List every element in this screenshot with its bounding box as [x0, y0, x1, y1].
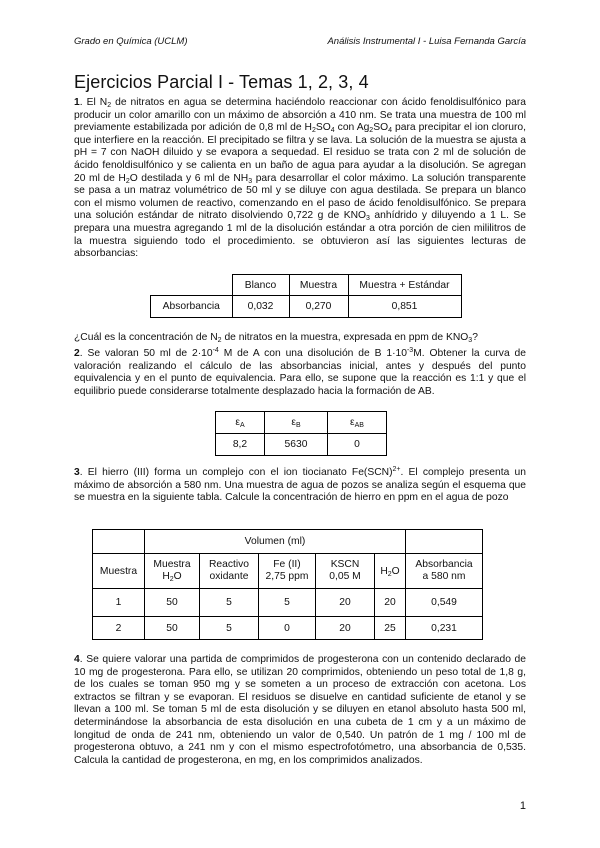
header-muestra-h2o: Muestra $H_2O$ — [145, 554, 200, 589]
value-epsilon-ab: 0 — [328, 434, 387, 456]
header-muestra: Muestra — [289, 275, 348, 296]
page-number: 1 — [519, 800, 526, 812]
cell: 20 — [375, 589, 406, 617]
header-reactivo-oxidante: Reactivo oxidante — [200, 554, 259, 589]
exercise-4-text: 4. Se quiere valorar una partida de comprimidos de progesterona con un contenido declarado de 10 mg de progesterona. Para ello, se utilizan 20 comprimidos, obteniendo un peso total de 1,8 g, de los cuales se toman 950 mg y se someten a un proceso de extracción con acetona. Los extractos se filtran y se evaporan. El residuos se disuelve en cantidad suficiente de etanol y se llevan a 100 ml. Se toman 5 ml de esta disolución y se diluyen en etanol absoluto hasta 500 ml, determinándose la absorbancia de esta disolución en una cubeta de 1 cm y a un máximo de longitud de onda de 241 nm, obteniendo un valor de 0,540. Un patrón de 1 mg / 100 ml de progesterona obtuvo, a 241 nm y con el mismo espectrofotómetro, una absorbancia de 0,535. Calcula la cantidad de progesterona, en mg, en los comprimidos analizados. — [74, 654, 526, 766]
value-epsilon-a: 8,2 — [216, 434, 265, 456]
epsilon-table — [215, 411, 387, 456]
header-muestra-num: Muestra — [93, 554, 145, 589]
cell: 0 — [259, 617, 316, 640]
value-muestra-estandar: 0,851 — [348, 296, 461, 318]
cell: 2 — [93, 617, 145, 640]
table-row — [93, 617, 483, 640]
cell: 50 — [145, 589, 200, 617]
header-epsilon-a: $\varepsilon_A$ — [216, 412, 265, 434]
header-absorbancia: Absorbancia a 580 nm — [406, 554, 483, 589]
value-epsilon-b: 5630 — [265, 434, 328, 456]
absorbance-table — [150, 274, 462, 318]
cell: 5 — [200, 617, 259, 640]
header-kscn: KSCN 0,05 M — [316, 554, 375, 589]
header-right: Análisis Instrumental I - Luisa Fernanda García — [327, 36, 526, 47]
cell: 1 — [93, 589, 145, 617]
page-title: Ejercicios Parcial I - Temas 1, 2, 3, 4 — [74, 72, 369, 92]
cell: 5 — [259, 589, 316, 617]
table-row — [93, 589, 483, 617]
exercise-1-question: ¿Cuál es la concentración de $N_2$ de nitratos en la muestra, expresada en ppm de $KNO_3$? — [74, 332, 478, 344]
value-blanco: 0,032 — [232, 296, 289, 318]
header-left: Grado en Química (UCLM) — [74, 36, 188, 47]
value-muestra: 0,270 — [289, 296, 348, 318]
cell: 20 — [316, 589, 375, 617]
cell: 5 — [200, 589, 259, 617]
header-epsilon-ab: $\varepsilon_{AB}$ — [328, 412, 387, 434]
header-volumen: Volumen (ml) — [145, 530, 406, 554]
cell: 20 — [316, 617, 375, 640]
cell: 25 — [375, 617, 406, 640]
header-muestra-estandar: Muestra + Estándar — [348, 275, 461, 296]
cell: 0,549 — [406, 589, 483, 617]
header-blanco: Blanco — [232, 275, 289, 296]
cell: 0,231 — [406, 617, 483, 640]
row-label-absorbancia: Absorbancia — [151, 296, 233, 318]
header-h2o: $H_2O$ — [375, 554, 406, 589]
exercise-3-text: 3. El hierro (III) forma un complejo con el ion tiocianato Fe(SCN)$^{2+}$. El complejo presenta un máximo de absorción a 580 nm. Una muestra de agua de pozos se analiza según el esquema que se muestra en la siguiente tabla. Calcule la concentración de hierro en ppm en el agua de pozo — [74, 466, 526, 504]
cell: 50 — [145, 617, 200, 640]
header-epsilon-b: $\varepsilon_B$ — [265, 412, 328, 434]
iron-table — [92, 529, 483, 640]
exercise-2-text: 2. Se valoran 50 ml de $2\cdot 10^{-4}$ M de A con una disolución de B $1\cdot 10^{-3}M$. Obtener la curva de valoración realizando el cálculo de las absorbancias inicial, antes y después del punto equivalencia y en el punto de equivalencia. Para ello, se supone que la reacción es 1:1 y que el equilibrio puede considerarse totalmente desplazado hacia la formación de AB. — [74, 347, 526, 397]
exercise-1-text: 1. El $N_2$ de nitratos en agua se determina haciéndolo reaccionar con ácido fenoldisulfónico para producir un color amarillo con un máximo de absorción a 410 nm. Se trata una muestra de 100 ml previamente estabilizada por adición de 0,8 ml de $H_2SO_4$ con $Ag_2SO_4$ para precipitar el ion cloruro, que interfiere en la reacción. El precipitado se filtra y se lava. La solución de la muestra se ajusta a pH = 7 con NaOH diluido y se evapora a sequedad. El residuo se trata con 2 ml de solución de ácido fenoldisulfónico y se calienta en un baño de agua para ayudar a la disolución. Se agregan 20 ml de $H_2O$ destilada y 6 ml de $NH_3$ para desarrollar el color máximo. La solución transparente se pasa a un matraz volumétrico de 50 ml y se diluye con agua destilada. Se prepara un blanco con el mismo volumen de reactivo, comenzando en el paso de ácido fenoldisulfónico. Se prepara una solución estándar de nitrato disolviendo 0,722 g de $KNO_3$ anhídrido y diluyendo a 1 L. Se prepara una muestra agregando 1 ml de la disolución estándar a otra porción de cien mililitros de la muestra siguiendo todo el procedimiento. se obtuvieron así las siguientes lecturas de absorbancias: — [74, 97, 526, 260]
header-fe-ii: Fe (II) 2,75 ppm — [259, 554, 316, 589]
